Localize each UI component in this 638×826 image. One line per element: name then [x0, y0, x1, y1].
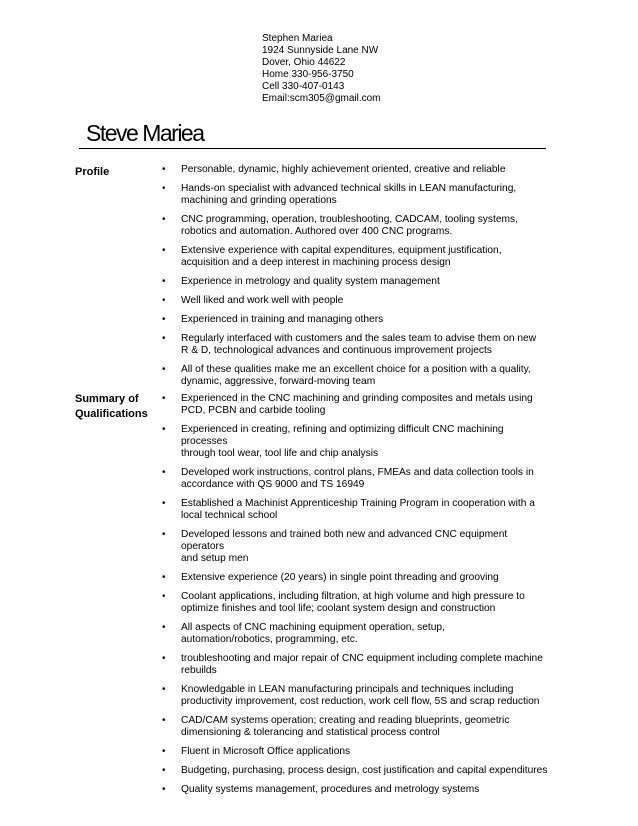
contact-home-phone: Home 330-956-3750 [262, 69, 354, 80]
bullet-icon: • [162, 467, 166, 478]
bullet-item [160, 529, 550, 565]
bullet-text-line: Extensive experience with capital expenditures, equipment justification, [181, 245, 502, 256]
bullet-icon: • [162, 393, 166, 404]
bullet-icon: • [162, 295, 166, 306]
bullet-item [160, 498, 550, 522]
contact-name: Stephen Mariea [262, 33, 333, 44]
bullet-icon: • [162, 245, 166, 256]
bullet-item [160, 314, 550, 326]
bullet-item [160, 164, 550, 176]
bullet-item [160, 245, 550, 269]
resume-name: Steve Mariea [86, 120, 204, 146]
bullet-icon: • [162, 276, 166, 287]
bullet-icon: • [162, 715, 166, 726]
bullet-text-line: Regularly interfaced with customers and the sales team to advise them on new [181, 333, 537, 344]
bullet-text-line: Well liked and work well with people [181, 295, 344, 306]
contact-city: Dover, Ohio 44622 [262, 57, 346, 68]
contact-block [262, 33, 381, 105]
bullet-text-line: automation/robotics, programming, etc. [181, 634, 358, 645]
bullet-text-line: Experience in metrology and quality system management [181, 276, 440, 287]
bullet-text-line: productivity improvement, cost reduction, work cell flow, 5S and scrap reduction [181, 696, 540, 707]
bullet-item [160, 591, 550, 615]
bullet-item [160, 424, 550, 460]
bullet-icon: • [162, 746, 166, 757]
bullet-item [160, 684, 550, 708]
bullet-text-line: Knowledgable in LEAN manufacturing principals and techniques including [181, 684, 514, 695]
bullet-icon: • [162, 765, 166, 776]
bullet-text-line: acquisition and a deep interest in machining process design [181, 257, 451, 268]
bullet-text-line: Hands-on specialist with advanced technical skills in LEAN manufacturing, [181, 183, 517, 194]
bullet-item [160, 393, 550, 417]
bullet-icon: • [162, 364, 166, 375]
bullet-item [160, 467, 550, 491]
bullet-item [160, 333, 550, 357]
bullet-item [160, 784, 550, 796]
bullet-text-line: Coolant applications, including filtration, at high volume and high pressure to [181, 591, 525, 602]
bullet-icon: • [162, 183, 166, 194]
bullet-text-line: troubleshooting and major repair of CNC equipment including complete machine [181, 653, 543, 664]
bullet-item [160, 715, 550, 739]
bullet-icon: • [162, 784, 166, 795]
bullet-icon: • [162, 622, 166, 633]
bullet-text-line: Extensive experience (20 years) in single point threading and grooving [181, 572, 499, 583]
bullet-text-line: dimensioning & tolerancing and statistical process control [181, 727, 440, 738]
bullet-text-line: Budgeting, purchasing, process design, cost justification and capital expenditures [181, 765, 548, 776]
profile-label: Profile [75, 166, 110, 178]
bullet-text-line: Experienced in the CNC machining and grinding composites and metals using [181, 393, 533, 404]
bullet-text-line: Quality systems management, procedures and metrology systems [181, 784, 480, 795]
bullet-icon: • [162, 529, 166, 540]
bullet-text-line: Experienced in creating, refining and optimizing difficult CNC machining processes [181, 424, 504, 447]
bullet-text-line: CAD/CAM systems operation; creating and reading blueprints, geometric [181, 715, 510, 726]
bullet-text-line: Developed work instructions, control plans, FMEAs and data collection tools in [181, 467, 534, 478]
bullet-icon: • [162, 653, 166, 664]
bullet-icon: • [162, 498, 166, 509]
bullet-icon: • [162, 214, 166, 225]
bullet-text-line: and setup men [181, 553, 249, 564]
bullet-text-line: robotics and automation. Authored over 400 CNC programs. [181, 226, 453, 237]
bullet-item [160, 364, 550, 388]
bullet-icon: • [162, 591, 166, 602]
bullet-text-line: accordance with QS 9000 and TS 16949 [181, 479, 365, 490]
bullet-item [160, 653, 550, 677]
bullet-text-line: CNC programming, operation, troubleshooting, CADCAM, tooling systems, [181, 214, 518, 225]
bullet-item [160, 622, 550, 646]
bullet-text-line: R & D, technological advances and continuous improvement projects [181, 345, 492, 356]
bullet-text-line: All aspects of CNC machining equipment operation, setup, [181, 622, 445, 633]
bullet-item [160, 746, 550, 758]
bullet-text-line: Developed lessons and trained both new and advanced CNC equipment operators [181, 529, 508, 552]
bullet-icon: • [162, 333, 166, 344]
bullet-text-line: All of these qualities make me an excellent choice for a position with a quality, [181, 364, 531, 375]
bullet-item [160, 183, 550, 207]
bullet-text-line: dynamic, aggressive, forward-moving team [181, 376, 376, 387]
header-divider [79, 148, 546, 149]
bullet-text-line: PCD, PCBN and carbide tooling [181, 405, 326, 416]
bullet-text-line: through tool wear, tool life and chip analysis [181, 448, 379, 459]
bullet-item [160, 572, 550, 584]
contact-cell-phone: Cell 330-407-0143 [262, 81, 345, 92]
bullet-item [160, 765, 550, 777]
profile-list [160, 164, 550, 395]
bullet-text-line: Experienced in training and managing others [181, 314, 384, 325]
bullet-text-line: Personable, dynamic, highly achievement oriented, creative and reliable [181, 164, 506, 175]
bullet-item [160, 214, 550, 238]
bullet-icon: • [162, 424, 166, 435]
bullet-icon: • [162, 164, 166, 175]
bullet-item [160, 276, 550, 288]
bullet-icon: • [162, 572, 166, 583]
qualifications-label-line: Summary of [75, 393, 139, 405]
qualifications-list [160, 393, 550, 803]
bullet-text-line: machining and grinding operations [181, 195, 337, 206]
contact-address: 1924 Sunnyside Lane NW [262, 45, 379, 56]
bullet-text-line: optimize finishes and tool life; coolant system design and construction [181, 603, 496, 614]
qualifications-label-line: Qualifications [75, 408, 148, 420]
bullet-item [160, 295, 550, 307]
bullet-icon: • [162, 314, 166, 325]
contact-email: Email:scm305@gmail.com [262, 93, 381, 104]
bullet-icon: • [162, 684, 166, 695]
qualifications-label [75, 392, 148, 422]
bullet-text-line: Established a Machinist Apprenticeship Training Program in cooperation with a [181, 498, 535, 509]
bullet-text-line: local technical school [181, 510, 278, 521]
bullet-text-line: rebuilds [181, 665, 217, 676]
bullet-text-line: Fluent in Microsoft Office applications [181, 746, 351, 757]
